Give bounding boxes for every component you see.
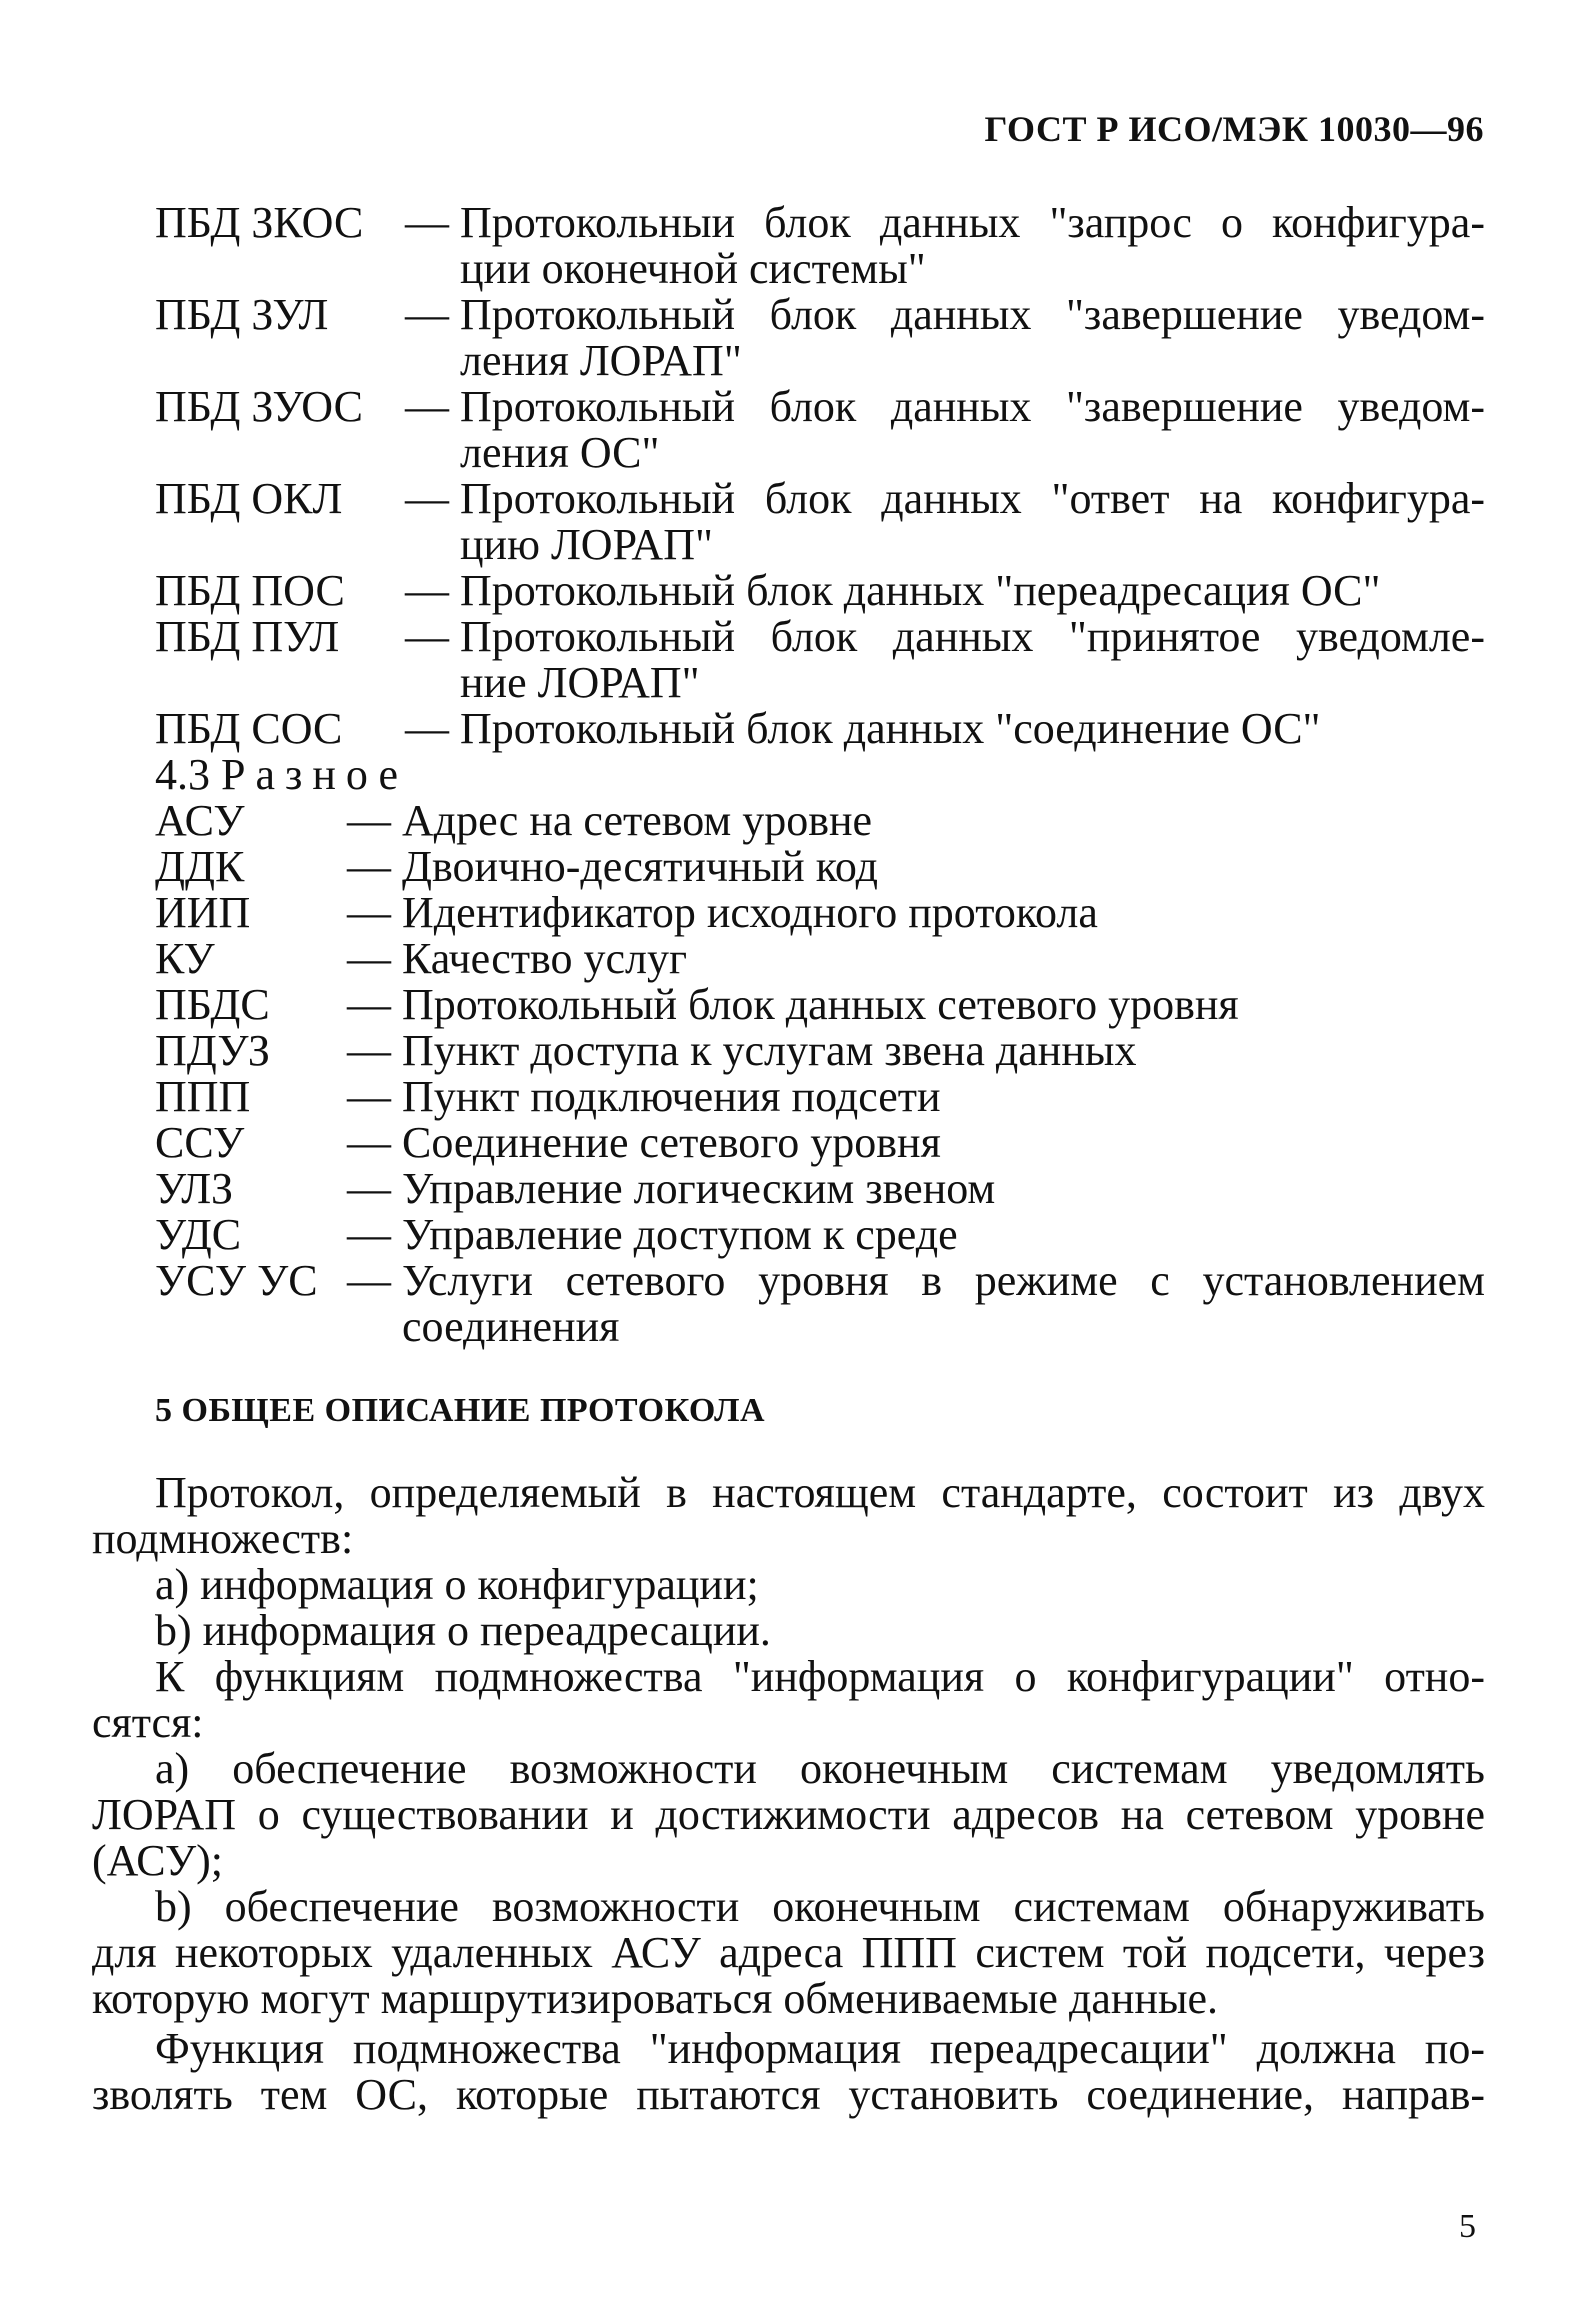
subsection-number: 4.3 <box>155 750 210 799</box>
list-item: b) информация о переадресации. <box>155 1606 771 1655</box>
abbreviation-row <box>155 1074 1485 1120</box>
abbreviation-term: УСУ УС <box>155 1256 318 1305</box>
abbreviation-row <box>155 476 1485 568</box>
page-number: 5 <box>1459 2208 1476 2245</box>
abbreviation-term: КУ <box>155 934 215 983</box>
dash: — <box>405 382 449 431</box>
dash: — <box>347 796 391 845</box>
subsection-name: Разное <box>221 750 408 799</box>
dash: — <box>347 842 391 891</box>
abbreviation-description: ние ЛОРАП" <box>460 658 700 707</box>
list-item: a) информация о конфигурации; <box>155 1560 759 1609</box>
dash: — <box>405 474 449 523</box>
paragraph-line: подмножеств: <box>92 1514 354 1563</box>
paragraph-line: для некоторых удаленных АСУ адреса ППП систем той подсети, через <box>92 1928 1485 1977</box>
dash: — <box>405 198 449 247</box>
abbreviation-description: Протокольный блок данных "соединение ОС" <box>460 704 1321 753</box>
abbreviation-term: УЛЗ <box>155 1164 234 1213</box>
paragraph-line: Протокол, определяемый в настоящем стандарте, состоит из двух <box>155 1468 1485 1517</box>
abbreviation-row <box>155 1212 1485 1258</box>
abbreviation-description: Протокольный блок данных "завершение уведом- <box>460 382 1485 431</box>
dash: — <box>347 1072 391 1121</box>
abbreviation-row <box>155 292 1485 384</box>
dash: — <box>347 934 391 983</box>
abbreviation-term: ССУ <box>155 1118 245 1167</box>
dash: — <box>347 1026 391 1075</box>
abbreviation-row <box>155 890 1485 936</box>
paragraph-line: сятся: <box>92 1698 204 1747</box>
dash: — <box>405 704 449 753</box>
abbreviation-term: УДС <box>155 1210 242 1259</box>
list-item: a) обеспечение возможности оконечным системам уведомлять <box>155 1744 1485 1793</box>
abbreviation-term: ПБД СОС <box>155 704 343 753</box>
paragraph-line: Функция подмножества "информация переадресации" должна по- <box>155 2024 1485 2073</box>
abbreviation-term: ПБДС <box>155 980 270 1029</box>
dash: — <box>405 612 449 661</box>
abbreviation-description: Пункт доступа к услугам звена данных <box>402 1026 1137 1075</box>
abbreviation-description: ции оконечной системы" <box>460 244 926 293</box>
abbreviation-description: Услуги сетевого уровня в режиме с установлением <box>402 1256 1485 1305</box>
abbreviation-row <box>155 844 1485 890</box>
dash: — <box>347 1256 391 1305</box>
abbreviation-row <box>155 614 1485 706</box>
abbreviation-term: ПБД ПОС <box>155 566 345 615</box>
abbreviation-row <box>155 706 1485 752</box>
abbreviation-row <box>155 384 1485 476</box>
abbreviation-term: ПБД ПУЛ <box>155 612 340 661</box>
abbreviation-description: ления ОС" <box>460 428 660 477</box>
abbreviation-row <box>155 798 1485 844</box>
abbreviation-description: Адрес на сетевом уровне <box>402 796 873 845</box>
abbreviation-description: Протокольный блок данных "переадресация ОС" <box>460 566 1381 615</box>
dash: — <box>405 566 449 615</box>
dash: — <box>347 1118 391 1167</box>
abbreviation-description: Управление логическим звеном <box>402 1164 996 1213</box>
subsection-title <box>155 752 408 798</box>
abbreviation-description: Протокольный блок данных сетевого уровня <box>402 980 1239 1029</box>
abbreviation-description: Управление доступом к среде <box>402 1210 958 1259</box>
abbreviation-term: АСУ <box>155 796 245 845</box>
abbreviation-row <box>155 1028 1485 1074</box>
abbreviation-description: Двоично-десятичный код <box>402 842 878 891</box>
dash: — <box>347 1210 391 1259</box>
abbreviation-description: Пункт подключения подсети <box>402 1072 941 1121</box>
abbreviation-row <box>155 936 1485 982</box>
abbreviation-description: Идентификатор исходного протокола <box>402 888 1098 937</box>
abbreviation-row <box>155 982 1485 1028</box>
abbreviation-term: ППП <box>155 1072 251 1121</box>
paragraph-line: зволять тем ОС, которые пытаются установить соединение, направ- <box>92 2070 1485 2119</box>
document-code: ГОСТ Р ИСО/МЭК 10030—96 <box>984 109 1484 149</box>
abbreviation-description: ления ЛОРАП" <box>460 336 742 385</box>
abbreviation-description: соединения <box>402 1302 620 1351</box>
abbreviation-term: ДДК <box>155 842 245 891</box>
abbreviation-description: Качество услуг <box>402 934 688 983</box>
abbreviation-row <box>155 1166 1485 1212</box>
dash: — <box>347 888 391 937</box>
abbreviation-term: ПБД ЗУОС <box>155 382 363 431</box>
dash: — <box>347 1164 391 1213</box>
section-heading: 5 ОБЩЕЕ ОПИСАНИЕ ПРОТОКОЛА <box>155 1392 766 1429</box>
paragraph-line: К функциям подмножества "информация о конфигурации" отно- <box>155 1652 1485 1701</box>
abbreviation-description: Протокольный блок данных "завершение уведом- <box>460 290 1485 339</box>
list-item: b) обеспечение возможности оконечным системам обнаруживать <box>155 1882 1485 1931</box>
abbreviation-term: ПБД ОКЛ <box>155 474 343 523</box>
paragraph-line: ЛОРАП о существовании и достижимости адресов на сетевом уровне <box>92 1790 1485 1839</box>
dash: — <box>347 980 391 1029</box>
abbreviation-term: ПБД ЗУЛ <box>155 290 329 339</box>
abbreviation-description: цию ЛОРАП" <box>460 520 713 569</box>
abbreviation-row <box>155 1258 1485 1350</box>
dash: — <box>405 290 449 339</box>
abbreviation-term: ПБД ЗКОС <box>155 198 364 247</box>
abbreviation-description: Соединение сетевого уровня <box>402 1118 941 1167</box>
abbreviation-row <box>155 200 1485 292</box>
abbreviation-row <box>155 568 1485 614</box>
abbreviation-description: Протокольный блок данных "ответ на конфигура- <box>460 474 1485 523</box>
abbreviation-description: Протокольныи блок данных "запрос о конфигура- <box>460 198 1485 247</box>
abbreviation-term: ПДУЗ <box>155 1026 270 1075</box>
abbreviation-description: Протокольный блок данных "принятое уведомле- <box>460 612 1485 661</box>
paragraph-line: которую могут маршрутизироваться обмениваемые данные. <box>92 1974 1219 2023</box>
paragraph-line: (АСУ); <box>92 1836 224 1885</box>
abbreviation-term: ИИП <box>155 888 251 937</box>
abbreviation-row <box>155 1120 1485 1166</box>
